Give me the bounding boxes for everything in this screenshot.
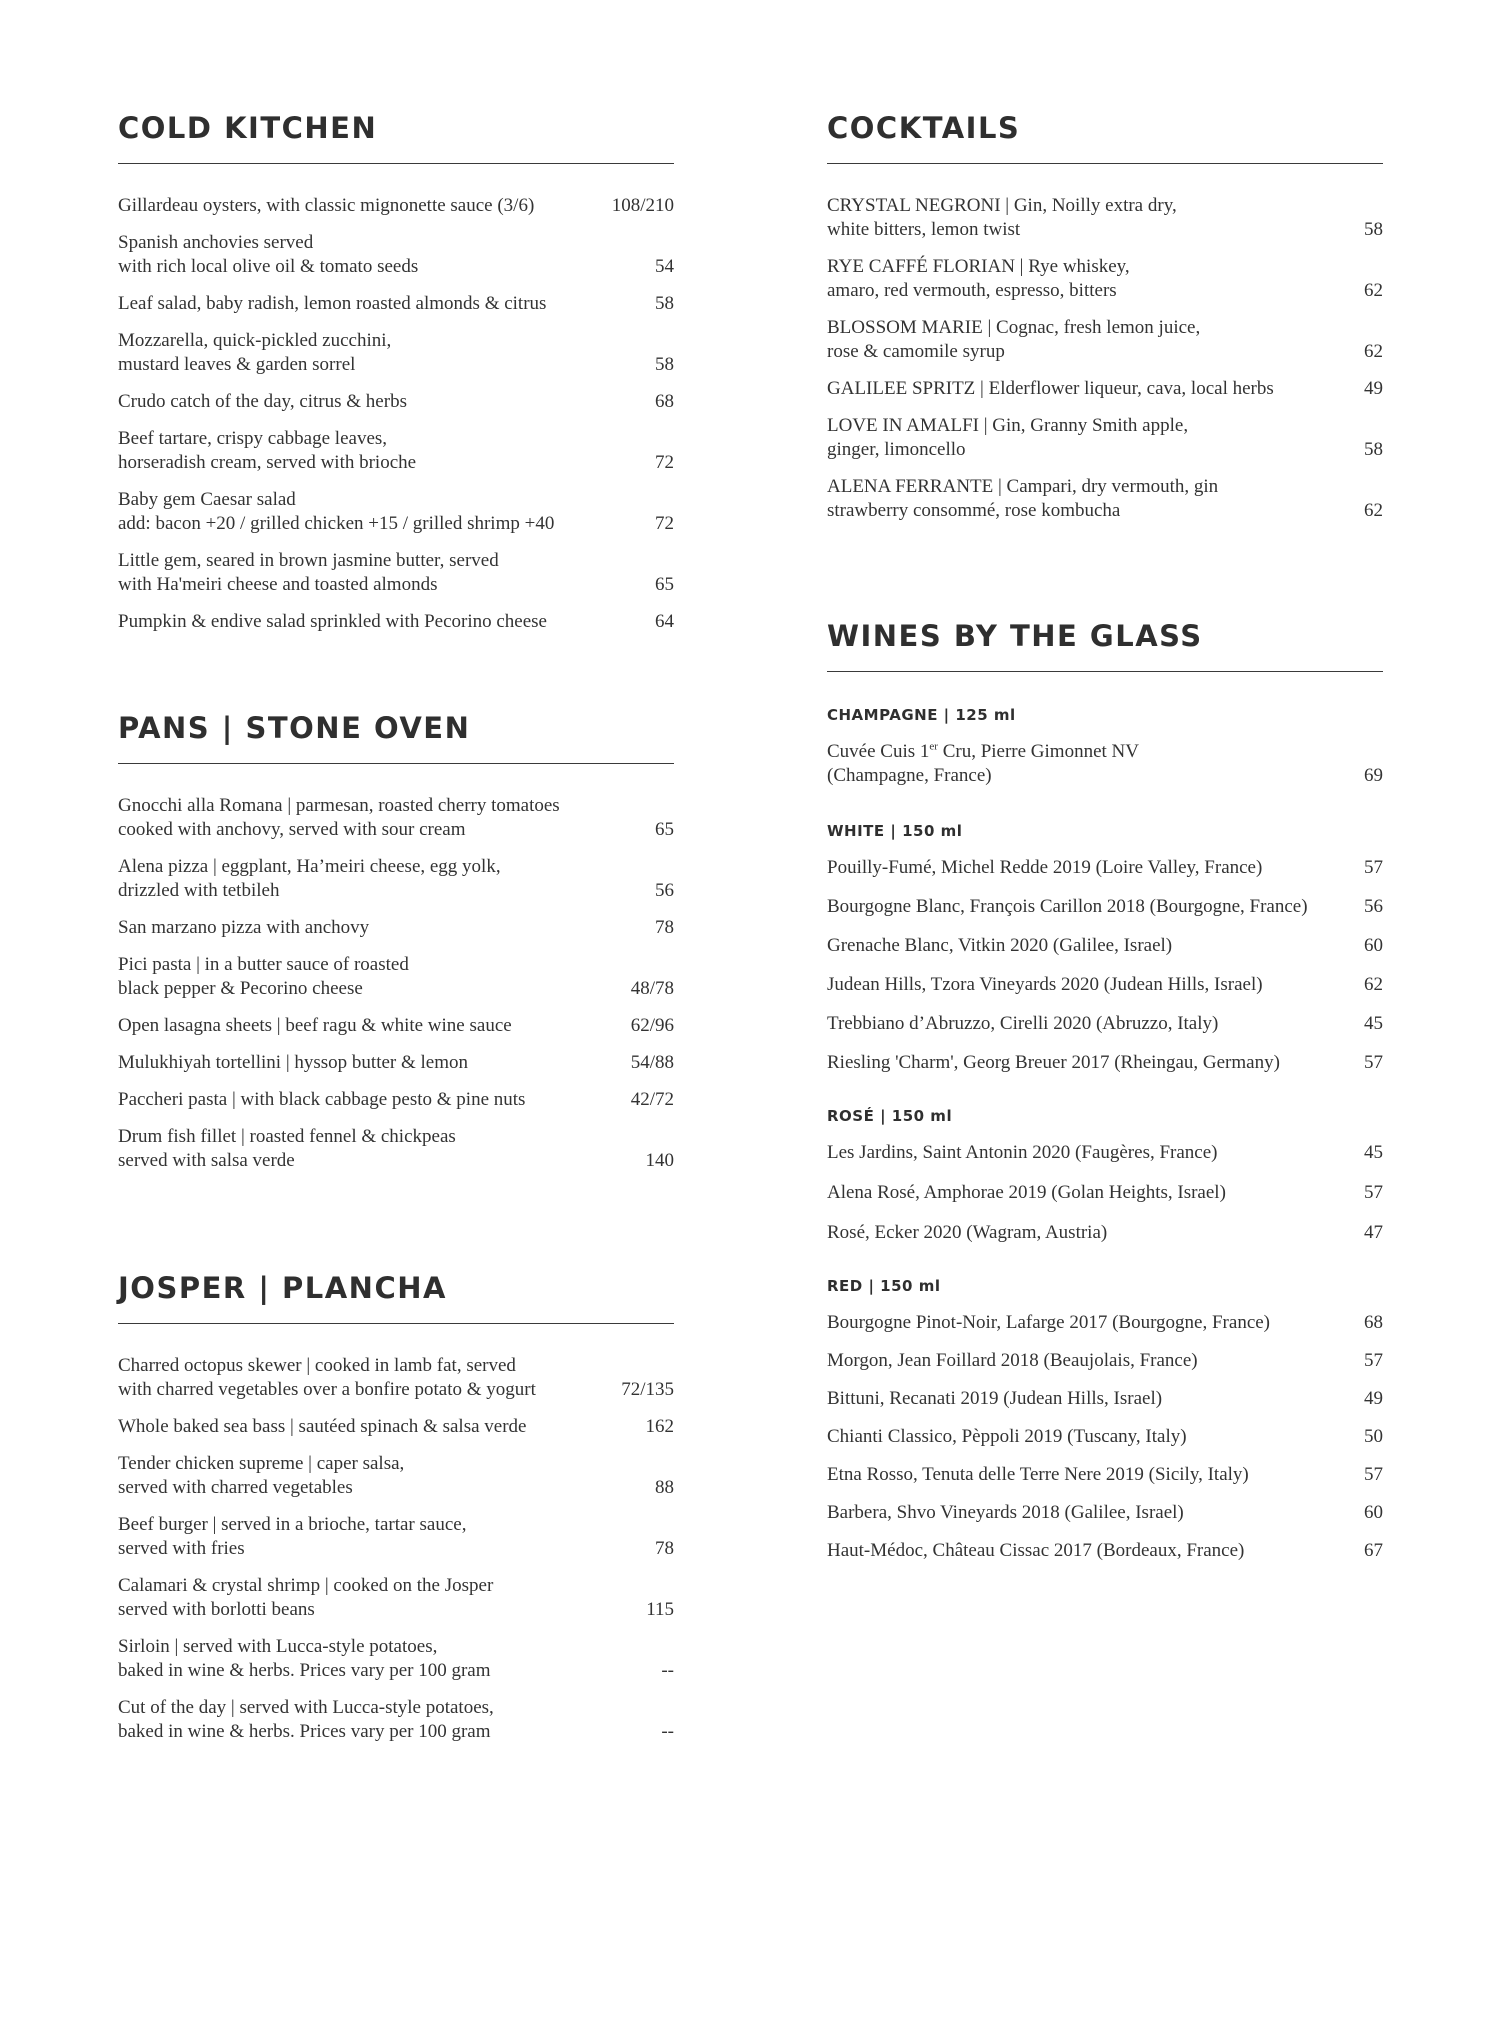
item-list — [827, 1141, 1383, 1245]
menu-item — [118, 1452, 674, 1500]
item-price: 57 — [1364, 1464, 1383, 1485]
item-price: 60 — [1364, 1502, 1383, 1523]
menu-item — [827, 1387, 1383, 1411]
subsection-champagne — [827, 706, 1383, 788]
item-price: 57 — [1364, 1182, 1383, 1203]
menu-item — [827, 255, 1383, 303]
item-price: 65 — [655, 574, 674, 595]
menu-item — [827, 895, 1383, 919]
menu-item — [118, 855, 674, 903]
item-price: 108/210 — [611, 195, 674, 216]
item-description: Baby gem Caesar salad add: bacon +20 / grilled chicken +15 / grilled shrimp +40 — [118, 489, 555, 534]
section-divider — [118, 1323, 674, 1324]
section-divider — [118, 763, 674, 764]
item-description: Paccheri pasta | with black cabbage pesto & pine nuts — [118, 1089, 526, 1110]
item-description: LOVE IN AMALFI | Gin, Granny Smith apple, ginger, limoncello — [827, 415, 1189, 460]
subsection-title: CHAMPAGNE | 125 ml — [827, 706, 1016, 724]
item-price: 115 — [646, 1599, 674, 1620]
section-cold-kitchen — [118, 111, 674, 647]
item-price: 140 — [645, 1150, 674, 1171]
menu-item — [827, 1012, 1383, 1036]
menu-item — [827, 740, 1383, 788]
item-description: Rosé, Ecker 2020 (Wagram, Austria) — [827, 1222, 1108, 1243]
item-description: Judean Hills, Tzora Vineyards 2020 (Judean Hills, Israel) — [827, 974, 1263, 995]
menu-item — [118, 794, 674, 842]
menu-item — [827, 1539, 1383, 1563]
section-divider — [827, 671, 1383, 672]
subsection-white — [827, 822, 1383, 1075]
item-price: 49 — [1364, 378, 1383, 399]
item-description: Morgon, Jean Foillard 2018 (Beaujolais, France) — [827, 1350, 1198, 1371]
menu-item — [118, 610, 674, 634]
item-description: Barbera, Shvo Vineyards 2018 (Galilee, Israel) — [827, 1502, 1184, 1523]
menu-item — [827, 1221, 1383, 1245]
item-text: Cru, Pierre Gimonnet NV — [937, 741, 1139, 762]
item-price: 88 — [655, 1477, 674, 1498]
menu-item — [118, 231, 674, 279]
item-description: Crudo catch of the day, citrus & herbs — [118, 391, 407, 412]
item-price: 49 — [1364, 1388, 1383, 1409]
section-title: COCKTAILS — [827, 111, 1021, 145]
subsection-title: WHITE | 150 ml — [827, 822, 963, 840]
section-josper-plancha — [118, 1271, 674, 1757]
menu-item — [118, 1415, 674, 1439]
item-description: Pici pasta | in a butter sauce of roasted black pepper & Pecorino cheese — [118, 954, 409, 999]
item-description: Etna Rosso, Tenuta delle Terre Nere 2019 (Sicily, Italy) — [827, 1464, 1249, 1485]
item-price: 78 — [655, 1538, 674, 1559]
item-list — [827, 856, 1383, 1075]
section-pans-stone-oven — [118, 711, 674, 1186]
menu-item — [118, 292, 674, 316]
menu-item — [827, 1501, 1383, 1525]
item-description: Mulukhiyah tortellini | hyssop butter & lemon — [118, 1052, 468, 1073]
item-description: GALILEE SPRITZ | Elderflower liqueur, cava, local herbs — [827, 378, 1274, 399]
item-description: Bourgogne Blanc, François Carillon 2018 (Bourgogne, France) — [827, 896, 1308, 917]
item-price: 65 — [655, 819, 674, 840]
item-description: Grenache Blanc, Vitkin 2020 (Galilee, Israel) — [827, 935, 1173, 956]
item-description: BLOSSOM MARIE | Cognac, fresh lemon juice, rose & camomile syrup — [827, 317, 1201, 362]
menu-item — [118, 488, 674, 536]
item-price: 68 — [1364, 1312, 1383, 1333]
menu-item — [827, 934, 1383, 958]
item-description: Chianti Classico, Pèppoli 2019 (Tuscany, Italy) — [827, 1426, 1187, 1447]
subsection-title: ROSÉ | 150 ml — [827, 1107, 953, 1125]
item-price: 45 — [1364, 1013, 1383, 1034]
item-price: 62/96 — [630, 1015, 674, 1036]
item-price: 162 — [645, 1416, 674, 1437]
item-description: CRYSTAL NEGRONI | Gin, Noilly extra dry, white bitters, lemon twist — [827, 195, 1177, 240]
item-list — [118, 1354, 674, 1744]
item-description: Tender chicken supreme | caper salsa, served with charred vegetables — [118, 1453, 405, 1498]
item-list — [827, 1311, 1383, 1563]
item-description: Beef burger | served in a brioche, tartar sauce, served with fries — [118, 1514, 467, 1559]
subsection-red — [827, 1277, 1383, 1563]
item-description: Trebbiano d’Abruzzo, Cirelli 2020 (Abruzzo, Italy) — [827, 1013, 1219, 1034]
item-description — [827, 740, 1364, 788]
item-description: Charred octopus skewer | cooked in lamb fat, served with charred vegetables over a bonfire potato & yogurt — [118, 1355, 536, 1400]
item-description: Alena Rosé, Amphorae 2019 (Golan Heights, Israel) — [827, 1182, 1226, 1203]
menu-item — [827, 856, 1383, 880]
item-description: Open lasagna sheets | beef ragu & white wine sauce — [118, 1015, 512, 1036]
menu-item — [827, 973, 1383, 997]
item-list — [118, 194, 674, 634]
item-superscript: er — [929, 740, 938, 753]
item-price: 42/72 — [630, 1089, 674, 1110]
item-price: 78 — [655, 917, 674, 938]
item-description: San marzano pizza with anchovy — [118, 917, 370, 938]
item-price: 45 — [1364, 1142, 1383, 1163]
section-title: JOSPER | PLANCHA — [118, 1271, 447, 1305]
menu-item — [827, 194, 1383, 242]
item-text: (Champagne, France) — [827, 765, 992, 786]
menu-item — [118, 1088, 674, 1112]
item-description: Little gem, seared in brown jasmine butter, served with Ha'meiri cheese and toasted almonds — [118, 550, 499, 595]
subsection-title: RED | 150 ml — [827, 1277, 941, 1295]
item-price: 54 — [655, 256, 674, 277]
item-description: Beef tartare, crispy cabbage leaves, horseradish cream, served with brioche — [118, 428, 417, 473]
menu-item — [827, 377, 1383, 401]
menu-item — [118, 549, 674, 597]
menu-item — [118, 953, 674, 1001]
item-description: Leaf salad, baby radish, lemon roasted almonds & citrus — [118, 293, 547, 314]
item-description: Haut-Médoc, Château Cissac 2017 (Bordeaux, France) — [827, 1540, 1245, 1561]
menu-item — [827, 1425, 1383, 1449]
item-price: 56 — [1364, 896, 1383, 917]
menu-item — [118, 427, 674, 475]
item-list — [827, 194, 1383, 523]
item-price: 62 — [1364, 341, 1383, 362]
item-price: 47 — [1364, 1222, 1383, 1243]
section-title: COLD KITCHEN — [118, 111, 378, 145]
menu-item — [118, 1635, 674, 1683]
item-price: 72/135 — [621, 1379, 674, 1400]
menu-item — [827, 1349, 1383, 1373]
item-description: Cut of the day | served with Lucca-style potatoes, baked in wine & herbs. Prices vary per 100 gram — [118, 1697, 494, 1742]
item-price: 68 — [655, 391, 674, 412]
section-divider — [827, 163, 1383, 164]
menu-item — [118, 1354, 674, 1402]
item-description: Riesling 'Charm', Georg Breuer 2017 (Rheingau, Germany) — [827, 1052, 1280, 1073]
item-description: ALENA FERRANTE | Campari, dry vermouth, gin strawberry consommé, rose kombucha — [827, 476, 1219, 521]
item-description: Spanish anchovies served with rich local olive oil & tomato seeds — [118, 232, 419, 277]
item-price: 58 — [655, 354, 674, 375]
item-price: 58 — [1364, 439, 1383, 460]
menu-item — [118, 1125, 674, 1173]
menu-item — [118, 390, 674, 414]
section-title: PANS | STONE OVEN — [118, 711, 471, 745]
item-price: 62 — [1364, 974, 1383, 995]
item-price: 58 — [1364, 219, 1383, 240]
item-price: 57 — [1364, 857, 1383, 878]
item-price: -- — [661, 1660, 674, 1681]
item-description: Gnocchi alla Romana | parmesan, roasted cherry tomatoes cooked with anchovy, served with sour cream — [118, 795, 560, 840]
menu-item — [827, 1141, 1383, 1165]
section-wines-by-the-glass — [827, 619, 1383, 1577]
item-description: Bourgogne Pinot-Noir, Lafarge 2017 (Bourgogne, France) — [827, 1312, 1271, 1333]
menu-item — [827, 414, 1383, 462]
menu-item — [118, 1014, 674, 1038]
item-description: Mozzarella, quick-pickled zucchini, mustard leaves & garden sorrel — [118, 330, 392, 375]
item-description: Drum fish fillet | roasted fennel & chickpeas served with salsa verde — [118, 1126, 456, 1171]
item-description: Whole baked sea bass | sautéed spinach & salsa verde — [118, 1416, 527, 1437]
item-text: Cuvée Cuis 1 — [827, 741, 930, 762]
menu-item — [118, 1513, 674, 1561]
item-price: 56 — [655, 880, 674, 901]
item-price: 58 — [655, 293, 674, 314]
item-price: 54/88 — [630, 1052, 674, 1073]
menu-item — [827, 1463, 1383, 1487]
item-description: Bittuni, Recanati 2019 (Judean Hills, Israel) — [827, 1388, 1163, 1409]
item-price: 72 — [655, 513, 674, 534]
menu-item — [118, 329, 674, 377]
item-price: 50 — [1364, 1426, 1383, 1447]
item-description: Alena pizza | eggplant, Ha’meiri cheese, egg yolk, drizzled with tetbileh — [118, 856, 501, 901]
section-divider — [118, 163, 674, 164]
menu-item — [118, 1574, 674, 1622]
item-description: RYE CAFFÉ FLORIAN | Rye whiskey, amaro, red vermouth, espresso, bitters — [827, 256, 1130, 301]
item-description: Calamari & crystal shrimp | cooked on the Josper served with borlotti beans — [118, 1575, 494, 1620]
item-price: 69 — [1364, 765, 1383, 786]
menu-item — [827, 1181, 1383, 1205]
item-description: Sirloin | served with Lucca-style potatoes, baked in wine & herbs. Prices vary per 100 gram — [118, 1636, 491, 1681]
item-price: 48/78 — [630, 978, 674, 999]
item-price: 72 — [655, 452, 674, 473]
menu-item — [827, 1311, 1383, 1335]
menu-item — [118, 1051, 674, 1075]
item-description: Gillardeau oysters, with classic mignonette sauce (3/6) — [118, 195, 535, 216]
item-price: 62 — [1364, 500, 1383, 521]
item-list — [118, 794, 674, 1173]
item-description: Pouilly-Fumé, Michel Redde 2019 (Loire Valley, France) — [827, 857, 1263, 878]
menu-item — [827, 475, 1383, 523]
menu-item — [827, 316, 1383, 364]
menu-item — [118, 916, 674, 940]
section-title: WINES BY THE GLASS — [827, 619, 1203, 653]
menu-item — [827, 1051, 1383, 1075]
item-description: Pumpkin & endive salad sprinkled with Pecorino cheese — [118, 611, 547, 632]
item-price: 64 — [655, 611, 674, 632]
item-price: 67 — [1364, 1540, 1383, 1561]
item-price: 57 — [1364, 1052, 1383, 1073]
item-price: 62 — [1364, 280, 1383, 301]
menu-item — [118, 1696, 674, 1744]
item-price: 60 — [1364, 935, 1383, 956]
subsection-rose — [827, 1107, 1383, 1245]
item-description: Les Jardins, Saint Antonin 2020 (Faugères, France) — [827, 1142, 1218, 1163]
section-cocktails — [827, 111, 1383, 536]
menu-item — [118, 194, 674, 218]
item-price: -- — [661, 1721, 674, 1742]
item-price: 57 — [1364, 1350, 1383, 1371]
